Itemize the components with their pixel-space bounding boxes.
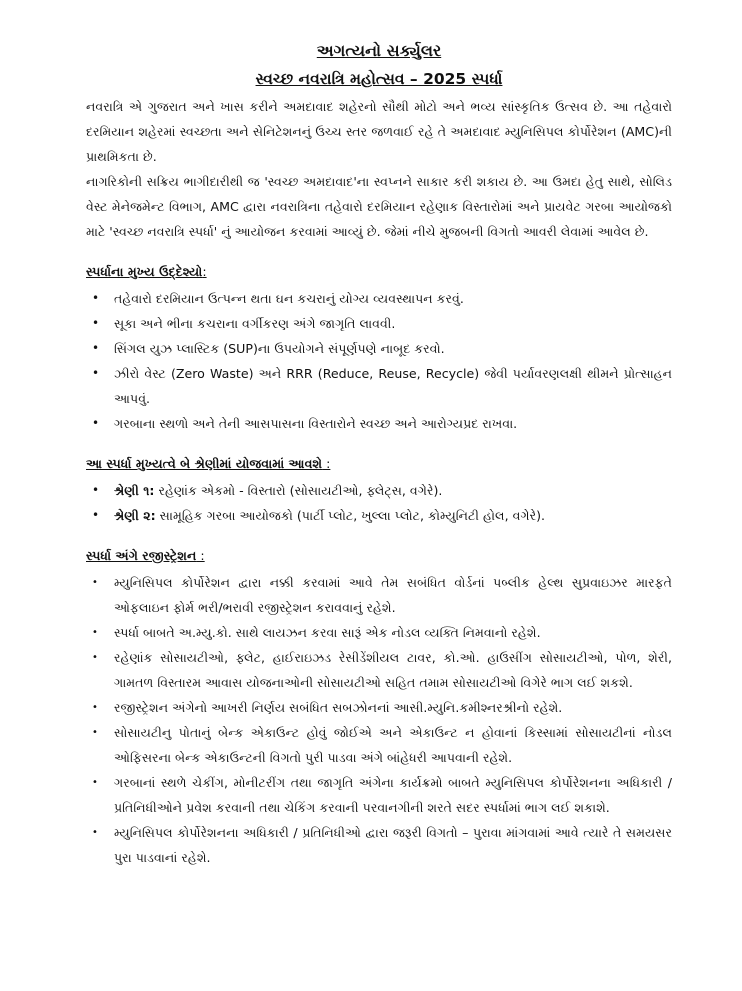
list-item	[86, 620, 672, 645]
bullet-icon: •	[92, 777, 98, 788]
list-item-text: ગરબાનાં સ્થળે ચેકીંગ, મોનીટરીંગ તથા જાગૃતિ અંગેના કાર્યક્રમો બાબતે મ્યુનિસિપલ કોર્પોરેશનના અધિકારી / પ્રતિનિધીઓને પ્રવેશ કરવાની તથા ચેકિંગ કરવાની પરવાનગીની શરતે સદર સ્પર્ધામાં ભાગ લઈ શકાશે.	[114, 775, 672, 815]
list-item	[86, 820, 672, 870]
bullet-icon: •	[92, 483, 100, 497]
list-item-text: સોસાયટીનુ પોતાનું બેન્ક એકાઉન્ટ હોવું જોઈએ અને એકાઉન્ટ ન હોવાનાં કિસ્સામાં સોસાયટીનાં નોડલ ઓફિસરના બેન્ક એકાઉન્ટની વિગતો પુરી પાડવા અંગે બાંહેધરી આપવાની રહેશે.	[114, 725, 672, 765]
list-item	[86, 336, 672, 361]
bullet-icon: •	[92, 366, 100, 380]
categories-heading-text: આ સ્પર્ધા મુખ્યત્વે બે શ્રેણીમાં યોજવામાં આવશે	[86, 456, 323, 471]
page-subtitle: સ્વચ્છ નવરાત્રિ મહોત્સવ – 2025 સ્પર્ધા	[255, 70, 503, 88]
registration-list	[86, 570, 672, 870]
bullet-icon: •	[92, 652, 98, 663]
list-item-text: રહેણાંક સોસાયટીઓ, ફ્લેટ, હાઈરાઇઝડ રેસીડેંશીયલ ટાવર, કો.ઓ. હાઉસીંગ સોસાયટીઓ, પોળ, શેરી, ગામતળ વિસ્તારમ આવાસ યોજનાઓની સોસાયટીઓ સહિત તમામ સોસાયટીઓ વિગેરે ભાગ લઈ શકશે.	[114, 650, 672, 690]
bullet-icon: •	[92, 627, 98, 638]
category-text: રહેણાંક એકમો - વિસ્તારો (સોસાયટીઓ, ફ્લેટ્સ, વગેરે).	[154, 483, 443, 498]
list-item	[86, 570, 672, 620]
category-text: સામૂહિક ગરબા આયોજકો (પાર્ટી પ્લોટ, ખુલ્લા પ્લોટ, કોમ્યુનિટી હોલ, વગેરે).	[155, 508, 546, 523]
categories-heading-suffix: :	[322, 456, 331, 471]
bullet-icon: •	[92, 727, 98, 738]
list-item	[86, 478, 672, 503]
intro-paragraph-2: નાગરિકોની સક્રિય ભાગીદારીથી જ 'સ્વચ્છ અમદાવાદ'ના સ્વપ્નને સાકાર કરી શકાય છે. આ ઉમદા હેતુ સાથે, સોલિડ વેસ્ટ મેનેજમેન્ટ વિભાગ, AMC દ્વારા નવરાત્રિના તહેવારો દરમિયાન રહેણાક વિસ્તારોમાં અને પ્રાયવેટ ગરબા આયોજકો માટે 'સ્વચ્છ નવરાત્રિ સ્પર્ધા' નું આયોજન કરવામાં આવ્યું છે. જેમાં નીચે મુજબની વિગતો આવરી લેવામાં આવેલ છે.	[86, 174, 672, 239]
objectives-heading	[86, 260, 672, 284]
bullet-icon: •	[92, 416, 100, 430]
categories-list	[86, 478, 672, 528]
category-label: શ્રેણી ૨:	[114, 508, 156, 523]
list-item-text: મ્યુનિસિપલ કોર્પોરેશનના અધિકારી / પ્રતિનિધીઓ દ્વારા જરૂરી વિગતો – પુરાવા માંગવામાં આવે ત્યારે તે સમયસર પુરા પાડવાનાં રહેશે.	[114, 825, 672, 865]
list-item-text: મ્યુનિસિપલ કોર્પોરેશન દ્વારા નક્કી કરવામાં આવે તેમ સબંધિત વોર્ડનાં પબ્લીક હેલ્થ સુપ્રવાઇઝર મારફતે ઓફલાઇન ફોર્મ ભરી/ભરાવી રજીસ્ટ્રેશન કરાવવાનું રહેશે.	[114, 575, 672, 615]
list-item	[86, 361, 672, 411]
list-item	[86, 770, 672, 820]
list-item	[86, 286, 672, 311]
registration-heading-text: સ્પર્ધા અંગે રજીસ્ટ્રેશન	[86, 548, 197, 563]
list-item-text: તહેવારો દરમિયાન ઉત્પન્ન થતા ઘન કચરાનું યોગ્ય વ્યવસ્થાપન કરવું.	[114, 291, 464, 306]
objectives-heading-suffix: :	[202, 264, 207, 279]
list-item	[86, 311, 672, 336]
bullet-icon: •	[92, 827, 98, 838]
bullet-icon: •	[92, 577, 98, 588]
bullet-icon: •	[92, 508, 100, 522]
list-item-text: ગરબાના સ્થળો અને તેની આસપાસના વિસ્તારોને સ્વચ્છ અને આરોગ્યપ્રદ રાખવા.	[114, 416, 518, 431]
category-label: શ્રેણી ૧:	[114, 483, 155, 498]
list-item	[86, 645, 672, 695]
list-item	[86, 503, 672, 528]
bullet-icon: •	[92, 341, 100, 355]
list-item	[86, 695, 672, 720]
bullet-icon: •	[92, 316, 100, 330]
intro-paragraph-1: નવરાત્રિ એ ગુજરાત અને ખાસ કરીને અમદાવાદ શહેરનો સૌથી મોટો અને ભવ્ય સાંસ્કૃતિક ઉત્સવ છે. આ તહેવારો દરમિયાન શહેરમાં સ્વચ્છતા અને સેનિટેશનનું ઉચ્ચ સ્તર જળવાઈ રહે તે અમદાવાદ મ્યુનિસિપલ કોર્પોરેશન (AMC)ની પ્રાથમિકતા છે.	[86, 99, 672, 164]
list-item-text: સૂકા અને ભીના કચરાના વર્ગીકરણ અંગે જાગૃતિ લાવવી.	[114, 316, 396, 331]
categories-heading	[86, 452, 672, 476]
page-title: અગત્યનો સર્ક્યુલર	[316, 41, 442, 60]
registration-heading-suffix: :	[196, 548, 205, 563]
objectives-heading-text: સ્પર્ધાના મુખ્ય ઉદ્દેશ્યો	[86, 264, 203, 279]
list-item-text: ઝીરો વેસ્ટ (Zero Waste) અને RRR (Reduce, Reuse, Recycle) જેવી પર્યાવરણલક્ષી થીમને પ્રોત્સાહન આપવું.	[114, 366, 672, 406]
bullet-icon: •	[92, 702, 98, 713]
list-item-text: રજીસ્ટ્રેશન અંગેનો આખરી નિર્ણય સબંધિત સબઝોનનાં આસી.મ્યુનિ.કમીશ્નરશ્રીનો રહેશે.	[114, 700, 563, 715]
objectives-list	[86, 286, 672, 436]
list-item-text: સ્પર્ધા બાબતે અ.મ્યુ.કો. સાથે લાયઝન કરવા સારૂં એક નોડલ વ્યક્તિ નિમવાનો રહેશે.	[114, 625, 541, 640]
list-item	[86, 411, 672, 436]
bullet-icon: •	[92, 291, 100, 305]
list-item	[86, 720, 672, 770]
registration-heading	[86, 544, 672, 568]
list-item-text: સિંગલ યુઝ પ્લાસ્ટિક (SUP)ના ઉપયોગને સંપૂર્ણપણે નાબૂદ કરવો.	[114, 341, 445, 356]
